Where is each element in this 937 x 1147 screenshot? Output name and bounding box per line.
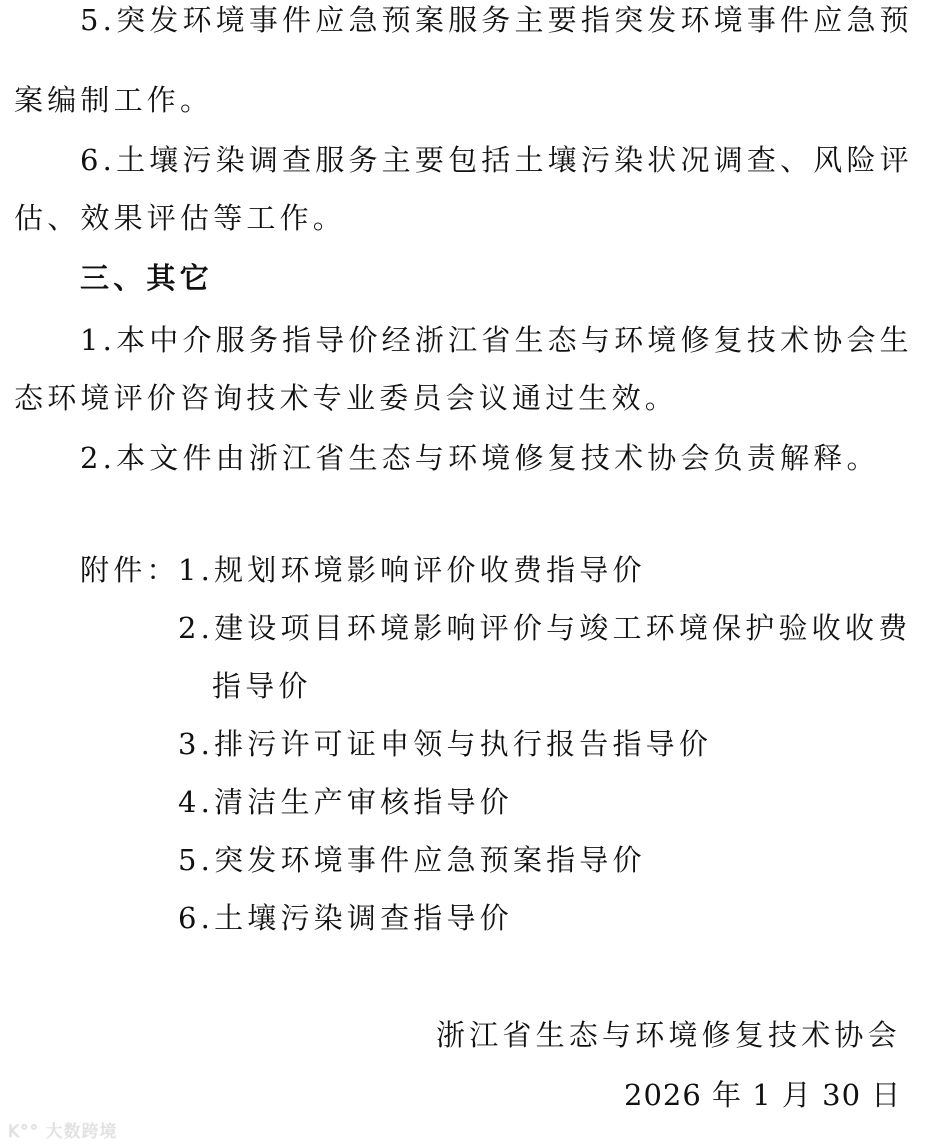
- item5-line1: 5.突发环境事件应急预案服务主要指突发环境事件应急预: [80, 3, 913, 37]
- attachments-label: 附件：: [80, 553, 180, 587]
- item6-line2: 估、效果评估等工作。: [14, 201, 347, 235]
- attachment-item-continued: 指导价: [212, 669, 312, 703]
- s3-item1-line1: 1.本中介服务指导价经浙江省生态与环境修复技术协会生: [80, 323, 913, 357]
- attachment-item: 2.建设项目环境影响评价与竣工环境保护验收收费: [178, 611, 912, 645]
- s3-item2: 2.本文件由浙江省生态与环境修复技术协会负责解释。: [80, 441, 880, 475]
- attachment-item: 3.排污许可证申领与执行报告指导价: [178, 727, 713, 761]
- attachment-item: 6.土壤污染调查指导价: [178, 901, 513, 935]
- signature-date: 2026 年 1 月 30 日: [624, 1078, 902, 1112]
- attachment-item: 5.突发环境事件应急预案指导价: [178, 843, 646, 877]
- watermark-logo: K°° 大数跨境: [8, 1122, 118, 1142]
- item6-line1: 6.土壤污染调查服务主要包括土壤污染状况调查、风险评: [80, 143, 913, 177]
- section3-heading: 三、其它: [80, 261, 213, 295]
- attachment-item: 4.清洁生产审核指导价: [178, 785, 513, 819]
- item5-line2: 案编制工作。: [14, 83, 214, 117]
- attachment-item: 1.规划环境影响评价收费指导价: [178, 553, 646, 587]
- signature-organization: 浙江省生态与环境修复技术协会: [436, 1018, 901, 1052]
- s3-item1-line2: 态环境评价咨询技术专业委员会议通过生效。: [14, 381, 679, 415]
